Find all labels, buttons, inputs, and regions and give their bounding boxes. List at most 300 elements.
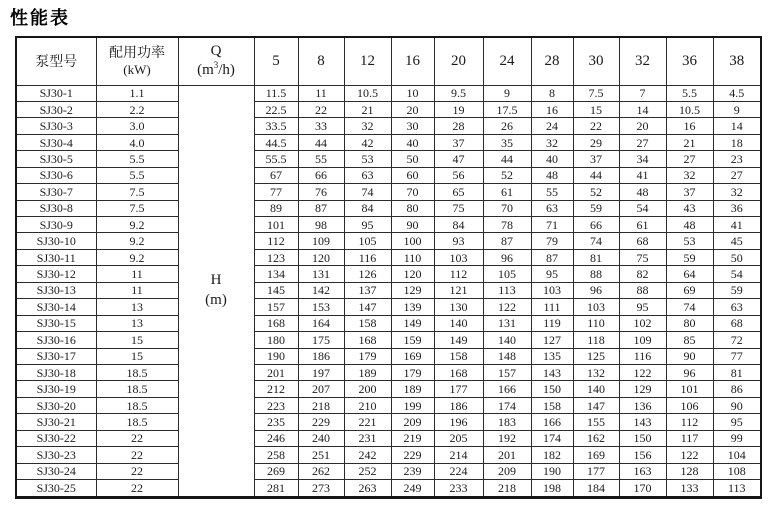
head-value-cell: 269 bbox=[254, 463, 298, 479]
head-value-cell: 125 bbox=[573, 348, 619, 364]
head-value-cell: 143 bbox=[619, 414, 666, 430]
head-value-cell: 163 bbox=[619, 463, 666, 479]
head-value-cell: 157 bbox=[483, 364, 531, 380]
head-value-cell: 219 bbox=[391, 430, 434, 446]
head-value-cell: 153 bbox=[298, 299, 344, 315]
head-value-cell: 246 bbox=[254, 430, 298, 446]
head-value-cell: 22 bbox=[573, 118, 619, 134]
table-row bbox=[16, 480, 761, 498]
head-value-cell: 70 bbox=[483, 200, 531, 216]
head-value-cell: 174 bbox=[531, 430, 573, 446]
head-value-cell: 110 bbox=[391, 249, 434, 265]
head-value-cell: 209 bbox=[483, 463, 531, 479]
head-value-cell: 75 bbox=[434, 200, 483, 216]
head-value-cell: 150 bbox=[531, 381, 573, 397]
head-value-cell: 14 bbox=[619, 101, 666, 117]
head-value-cell: 21 bbox=[666, 134, 713, 150]
head-value-cell: 197 bbox=[298, 364, 344, 380]
head-value-cell: 75 bbox=[619, 249, 666, 265]
pump-model-header-label: 泵型号 bbox=[35, 52, 78, 69]
head-value-cell: 95 bbox=[531, 266, 573, 282]
pump-model-cell: SJ30-13 bbox=[16, 282, 96, 298]
head-value-cell: 85 bbox=[666, 332, 713, 348]
head-value-cell: 41 bbox=[713, 217, 761, 233]
table-body bbox=[16, 85, 761, 498]
pump-model-cell: SJ30-21 bbox=[16, 414, 96, 430]
head-value-cell: 212 bbox=[254, 381, 298, 397]
head-value-cell: 33 bbox=[298, 118, 344, 134]
table-row bbox=[16, 364, 761, 380]
head-value-cell: 102 bbox=[619, 315, 666, 331]
table-row bbox=[16, 184, 761, 200]
head-value-cell: 69 bbox=[666, 282, 713, 298]
head-value-cell: 190 bbox=[254, 348, 298, 364]
head-value-cell: 105 bbox=[483, 266, 531, 282]
head-value-cell: 103 bbox=[434, 249, 483, 265]
head-value-cell: 179 bbox=[344, 348, 391, 364]
power-cell: 11 bbox=[96, 282, 178, 298]
table-row bbox=[16, 463, 761, 479]
head-value-cell: 166 bbox=[483, 381, 531, 397]
col-header-flow-20: 20 bbox=[434, 37, 483, 85]
head-value-cell: 9 bbox=[713, 101, 761, 117]
head-value-cell: 89 bbox=[254, 200, 298, 216]
head-value-cell: 63 bbox=[531, 200, 573, 216]
head-value-cell: 252 bbox=[344, 463, 391, 479]
head-value-cell: 162 bbox=[573, 430, 619, 446]
head-value-cell: 281 bbox=[254, 480, 298, 498]
head-value-cell: 17.5 bbox=[483, 101, 531, 117]
head-value-cell: 80 bbox=[666, 315, 713, 331]
head-value-cell: 77 bbox=[254, 184, 298, 200]
pump-model-cell: SJ30-3 bbox=[16, 118, 96, 134]
head-value-cell: 149 bbox=[434, 332, 483, 348]
head-value-cell: 4.5 bbox=[713, 85, 761, 101]
head-value-cell: 95 bbox=[344, 217, 391, 233]
head-value-cell: 180 bbox=[254, 332, 298, 348]
head-unit-merged-cell: H (m) bbox=[178, 85, 254, 498]
head-value-cell: 131 bbox=[483, 315, 531, 331]
head-value-cell: 186 bbox=[434, 397, 483, 413]
pump-model-cell: SJ30-14 bbox=[16, 299, 96, 315]
table-row bbox=[16, 200, 761, 216]
head-value-cell: 235 bbox=[254, 414, 298, 430]
head-value-cell: 11 bbox=[298, 85, 344, 101]
col-header-flow-16: 16 bbox=[391, 37, 434, 85]
head-value-cell: 64 bbox=[666, 266, 713, 282]
table-row bbox=[16, 315, 761, 331]
head-value-cell: 186 bbox=[298, 348, 344, 364]
head-value-cell: 122 bbox=[619, 364, 666, 380]
head-value-cell: 147 bbox=[344, 299, 391, 315]
pump-model-cell: SJ30-6 bbox=[16, 167, 96, 183]
head-value-cell: 55 bbox=[531, 184, 573, 200]
head-value-cell: 44 bbox=[298, 134, 344, 150]
head-value-cell: 104 bbox=[713, 447, 761, 463]
power-cell: 18.5 bbox=[96, 414, 178, 430]
head-value-cell: 95 bbox=[619, 299, 666, 315]
power-cell: 18.5 bbox=[96, 364, 178, 380]
head-value-cell: 122 bbox=[666, 447, 713, 463]
head-value-cell: 166 bbox=[531, 414, 573, 430]
head-value-cell: 18 bbox=[713, 134, 761, 150]
head-value-cell: 93 bbox=[434, 233, 483, 249]
head-value-cell: 37 bbox=[666, 184, 713, 200]
head-value-cell: 196 bbox=[434, 414, 483, 430]
head-value-cell: 190 bbox=[531, 463, 573, 479]
head-value-cell: 120 bbox=[298, 249, 344, 265]
pump-model-cell: SJ30-11 bbox=[16, 249, 96, 265]
head-value-cell: 179 bbox=[391, 364, 434, 380]
power-cell: 3.0 bbox=[96, 118, 178, 134]
table-row bbox=[16, 332, 761, 348]
head-value-cell: 52 bbox=[573, 184, 619, 200]
power-cell: 9.2 bbox=[96, 217, 178, 233]
table-row bbox=[16, 266, 761, 282]
head-value-cell: 30 bbox=[391, 118, 434, 134]
power-cell: 9.2 bbox=[96, 233, 178, 249]
head-value-cell: 126 bbox=[344, 266, 391, 282]
head-value-cell: 101 bbox=[254, 217, 298, 233]
head-value-cell: 116 bbox=[344, 249, 391, 265]
head-value-cell: 96 bbox=[666, 364, 713, 380]
table-row bbox=[16, 101, 761, 117]
head-value-cell: 159 bbox=[391, 332, 434, 348]
head-value-cell: 223 bbox=[254, 397, 298, 413]
head-value-cell: 251 bbox=[298, 447, 344, 463]
head-value-cell: 201 bbox=[483, 447, 531, 463]
power-cell: 13 bbox=[96, 299, 178, 315]
head-value-cell: 218 bbox=[483, 480, 531, 498]
head-value-cell: 27 bbox=[713, 167, 761, 183]
pump-model-cell: SJ30-9 bbox=[16, 217, 96, 233]
head-value-cell: 189 bbox=[344, 364, 391, 380]
table-row bbox=[16, 217, 761, 233]
rated-power-unit-label: (kW) bbox=[123, 61, 151, 77]
head-value-cell: 111 bbox=[531, 299, 573, 315]
head-value-cell: 139 bbox=[391, 299, 434, 315]
head-value-cell: 20 bbox=[391, 101, 434, 117]
head-value-cell: 184 bbox=[573, 480, 619, 498]
head-value-cell: 106 bbox=[666, 397, 713, 413]
head-value-cell: 27 bbox=[619, 134, 666, 150]
head-value-cell: 168 bbox=[254, 315, 298, 331]
head-value-cell: 74 bbox=[666, 299, 713, 315]
head-value-cell: 86 bbox=[713, 381, 761, 397]
head-value-cell: 218 bbox=[298, 397, 344, 413]
head-value-cell: 90 bbox=[666, 348, 713, 364]
table-row bbox=[16, 397, 761, 413]
head-value-cell: 263 bbox=[344, 480, 391, 498]
pump-model-cell: SJ30-10 bbox=[16, 233, 96, 249]
head-value-cell: 10.5 bbox=[344, 85, 391, 101]
head-value-cell: 169 bbox=[391, 348, 434, 364]
head-value-cell: 231 bbox=[344, 430, 391, 446]
head-value-cell: 68 bbox=[713, 315, 761, 331]
power-cell: 22 bbox=[96, 447, 178, 463]
head-value-cell: 54 bbox=[619, 200, 666, 216]
head-value-cell: 134 bbox=[254, 266, 298, 282]
performance-table bbox=[15, 36, 762, 499]
head-value-cell: 81 bbox=[713, 364, 761, 380]
head-value-cell: 24 bbox=[531, 118, 573, 134]
head-value-cell: 121 bbox=[434, 282, 483, 298]
head-value-cell: 182 bbox=[531, 447, 573, 463]
head-value-cell: 128 bbox=[666, 463, 713, 479]
head-value-cell: 113 bbox=[713, 480, 761, 498]
head-value-cell: 103 bbox=[531, 282, 573, 298]
head-value-cell: 143 bbox=[531, 364, 573, 380]
head-value-cell: 262 bbox=[298, 463, 344, 479]
head-value-cell: 40 bbox=[531, 151, 573, 167]
head-value-cell: 132 bbox=[573, 364, 619, 380]
head-value-cell: 52 bbox=[483, 167, 531, 183]
head-value-cell: 41 bbox=[619, 167, 666, 183]
head-value-cell: 105 bbox=[344, 233, 391, 249]
pump-model-cell: SJ30-4 bbox=[16, 134, 96, 150]
head-value-cell: 47 bbox=[434, 151, 483, 167]
head-value-cell: 74 bbox=[573, 233, 619, 249]
col-header-flow-30: 30 bbox=[573, 37, 619, 85]
head-value-cell: 35 bbox=[483, 134, 531, 150]
head-value-cell: 79 bbox=[531, 233, 573, 249]
head-value-cell: 81 bbox=[573, 249, 619, 265]
head-value-cell: 77 bbox=[713, 348, 761, 364]
head-value-cell: 239 bbox=[391, 463, 434, 479]
table-row bbox=[16, 447, 761, 463]
power-cell: 22 bbox=[96, 463, 178, 479]
head-value-cell: 87 bbox=[531, 249, 573, 265]
head-value-cell: 214 bbox=[434, 447, 483, 463]
head-value-cell: 34 bbox=[619, 151, 666, 167]
head-value-cell: 110 bbox=[573, 315, 619, 331]
head-value-cell: 229 bbox=[391, 447, 434, 463]
head-value-cell: 99 bbox=[713, 430, 761, 446]
head-value-cell: 164 bbox=[298, 315, 344, 331]
table-row bbox=[16, 249, 761, 265]
head-value-cell: 207 bbox=[298, 381, 344, 397]
head-value-cell: 43 bbox=[666, 200, 713, 216]
head-value-cell: 156 bbox=[619, 447, 666, 463]
pump-model-cell: SJ30-22 bbox=[16, 430, 96, 446]
head-value-cell: 135 bbox=[531, 348, 573, 364]
col-header-flow-32: 32 bbox=[619, 37, 666, 85]
head-value-cell: 9.5 bbox=[434, 85, 483, 101]
head-value-cell: 199 bbox=[391, 397, 434, 413]
head-value-cell: 273 bbox=[298, 480, 344, 498]
head-value-cell: 14 bbox=[713, 118, 761, 134]
head-value-cell: 170 bbox=[619, 480, 666, 498]
head-value-cell: 5.5 bbox=[666, 85, 713, 101]
head-value-cell: 15 bbox=[573, 101, 619, 117]
col-header-rated-power bbox=[96, 37, 178, 85]
head-value-cell: 45 bbox=[713, 233, 761, 249]
col-header-flow-12: 12 bbox=[344, 37, 391, 85]
pump-model-cell: SJ30-24 bbox=[16, 463, 96, 479]
col-header-flow-28: 28 bbox=[531, 37, 573, 85]
head-value-cell: 72 bbox=[713, 332, 761, 348]
head-value-cell: 42 bbox=[344, 134, 391, 150]
head-value-cell: 133 bbox=[666, 480, 713, 498]
head-value-cell: 140 bbox=[573, 381, 619, 397]
head-value-cell: 21 bbox=[344, 101, 391, 117]
head-value-cell: 112 bbox=[666, 414, 713, 430]
head-value-cell: 209 bbox=[391, 414, 434, 430]
head-value-cell: 55 bbox=[298, 151, 344, 167]
head-value-cell: 87 bbox=[483, 233, 531, 249]
head-value-cell: 27 bbox=[666, 151, 713, 167]
head-value-cell: 9 bbox=[483, 85, 531, 101]
pump-model-cell: SJ30-2 bbox=[16, 101, 96, 117]
head-value-cell: 16 bbox=[531, 101, 573, 117]
col-header-flow bbox=[178, 37, 254, 85]
head-value-cell: 100 bbox=[391, 233, 434, 249]
head-value-cell: 158 bbox=[434, 348, 483, 364]
head-value-cell: 116 bbox=[619, 348, 666, 364]
head-value-cell: 129 bbox=[391, 282, 434, 298]
head-value-cell: 16 bbox=[666, 118, 713, 134]
head-value-cell: 56 bbox=[434, 167, 483, 183]
head-value-cell: 70 bbox=[391, 184, 434, 200]
head-value-cell: 8 bbox=[531, 85, 573, 101]
head-value-cell: 169 bbox=[573, 447, 619, 463]
head-value-cell: 11.5 bbox=[254, 85, 298, 101]
head-value-cell: 149 bbox=[391, 315, 434, 331]
head-value-cell: 249 bbox=[391, 480, 434, 498]
head-value-cell: 59 bbox=[573, 200, 619, 216]
power-cell: 1.1 bbox=[96, 85, 178, 101]
head-value-cell: 175 bbox=[298, 332, 344, 348]
head-value-cell: 33.5 bbox=[254, 118, 298, 134]
head-value-cell: 140 bbox=[434, 315, 483, 331]
head-value-cell: 54 bbox=[713, 266, 761, 282]
head-value-cell: 112 bbox=[254, 233, 298, 249]
head-value-cell: 61 bbox=[619, 217, 666, 233]
table-row bbox=[16, 85, 761, 101]
rated-power-header-label: 配用功率 bbox=[109, 44, 165, 61]
table-row bbox=[16, 299, 761, 315]
head-value-cell: 123 bbox=[254, 249, 298, 265]
head-value-cell: 198 bbox=[531, 480, 573, 498]
pump-model-cell: SJ30-23 bbox=[16, 447, 96, 463]
head-value-cell: 137 bbox=[344, 282, 391, 298]
head-value-cell: 48 bbox=[531, 167, 573, 183]
head-value-cell: 189 bbox=[391, 381, 434, 397]
table-row bbox=[16, 282, 761, 298]
head-value-cell: 66 bbox=[298, 167, 344, 183]
head-value-cell: 177 bbox=[434, 381, 483, 397]
pump-model-cell: SJ30-25 bbox=[16, 480, 96, 498]
head-value-cell: 20 bbox=[619, 118, 666, 134]
head-value-cell: 53 bbox=[666, 233, 713, 249]
power-cell: 15 bbox=[96, 348, 178, 364]
head-value-cell: 118 bbox=[573, 332, 619, 348]
head-value-cell: 26 bbox=[483, 118, 531, 134]
head-value-cell: 80 bbox=[391, 200, 434, 216]
head-value-cell: 88 bbox=[619, 282, 666, 298]
head-value-cell: 205 bbox=[434, 430, 483, 446]
power-cell: 22 bbox=[96, 430, 178, 446]
col-header-pump-model bbox=[16, 37, 96, 85]
head-value-cell: 84 bbox=[344, 200, 391, 216]
head-value-cell: 233 bbox=[434, 480, 483, 498]
head-value-cell: 37 bbox=[434, 134, 483, 150]
head-value-cell: 78 bbox=[483, 217, 531, 233]
head-value-cell: 50 bbox=[391, 151, 434, 167]
head-value-cell: 60 bbox=[391, 167, 434, 183]
head-value-cell: 50 bbox=[713, 249, 761, 265]
head-value-cell: 200 bbox=[344, 381, 391, 397]
table-row bbox=[16, 414, 761, 430]
header-row bbox=[16, 37, 761, 85]
col-header-flow-8: 8 bbox=[298, 37, 344, 85]
power-cell: 2.2 bbox=[96, 101, 178, 117]
head-value-cell: 36 bbox=[713, 200, 761, 216]
head-value-cell: 63 bbox=[713, 299, 761, 315]
head-value-cell: 147 bbox=[573, 397, 619, 413]
head-value-cell: 22 bbox=[298, 101, 344, 117]
head-value-cell: 66 bbox=[573, 217, 619, 233]
head-value-cell: 71 bbox=[531, 217, 573, 233]
page-title: 性能表 bbox=[10, 8, 70, 28]
power-cell: 4.0 bbox=[96, 134, 178, 150]
head-value-cell: 90 bbox=[391, 217, 434, 233]
table-row bbox=[16, 348, 761, 364]
head-value-cell: 48 bbox=[666, 217, 713, 233]
head-value-cell: 242 bbox=[344, 447, 391, 463]
power-cell: 13 bbox=[96, 315, 178, 331]
head-value-cell: 174 bbox=[483, 397, 531, 413]
head-value-cell: 157 bbox=[254, 299, 298, 315]
pump-model-cell: SJ30-15 bbox=[16, 315, 96, 331]
head-value-cell: 158 bbox=[344, 315, 391, 331]
head-value-cell: 101 bbox=[666, 381, 713, 397]
pump-model-cell: SJ30-8 bbox=[16, 200, 96, 216]
head-value-cell: 28 bbox=[434, 118, 483, 134]
head-value-cell: 109 bbox=[619, 332, 666, 348]
head-value-cell: 44.5 bbox=[254, 134, 298, 150]
power-cell: 7.5 bbox=[96, 184, 178, 200]
power-cell: 15 bbox=[96, 332, 178, 348]
head-value-cell: 87 bbox=[298, 200, 344, 216]
head-value-cell: 113 bbox=[483, 282, 531, 298]
col-header-flow-38: 38 bbox=[713, 37, 761, 85]
head-value-cell: 168 bbox=[434, 364, 483, 380]
head-value-cell: 240 bbox=[298, 430, 344, 446]
head-value-cell: 201 bbox=[254, 364, 298, 380]
pump-model-cell: SJ30-1 bbox=[16, 85, 96, 101]
table-row bbox=[16, 233, 761, 249]
head-value-cell: 10 bbox=[391, 85, 434, 101]
head-value-cell: 192 bbox=[483, 430, 531, 446]
pump-model-cell: SJ30-5 bbox=[16, 151, 96, 167]
table-row bbox=[16, 118, 761, 134]
pump-model-cell: SJ30-17 bbox=[16, 348, 96, 364]
head-value-cell: 122 bbox=[483, 299, 531, 315]
flow-symbol-label: Q bbox=[210, 43, 222, 59]
pump-model-cell: SJ30-7 bbox=[16, 184, 96, 200]
head-value-cell: 7.5 bbox=[573, 85, 619, 101]
head-value-cell: 65 bbox=[434, 184, 483, 200]
head-value-cell: 48 bbox=[619, 184, 666, 200]
head-value-cell: 59 bbox=[713, 282, 761, 298]
head-value-cell: 120 bbox=[391, 266, 434, 282]
head-value-cell: 7 bbox=[619, 85, 666, 101]
power-cell: 5.5 bbox=[96, 151, 178, 167]
head-value-cell: 67 bbox=[254, 167, 298, 183]
pump-model-cell: SJ30-18 bbox=[16, 364, 96, 380]
head-value-cell: 177 bbox=[573, 463, 619, 479]
